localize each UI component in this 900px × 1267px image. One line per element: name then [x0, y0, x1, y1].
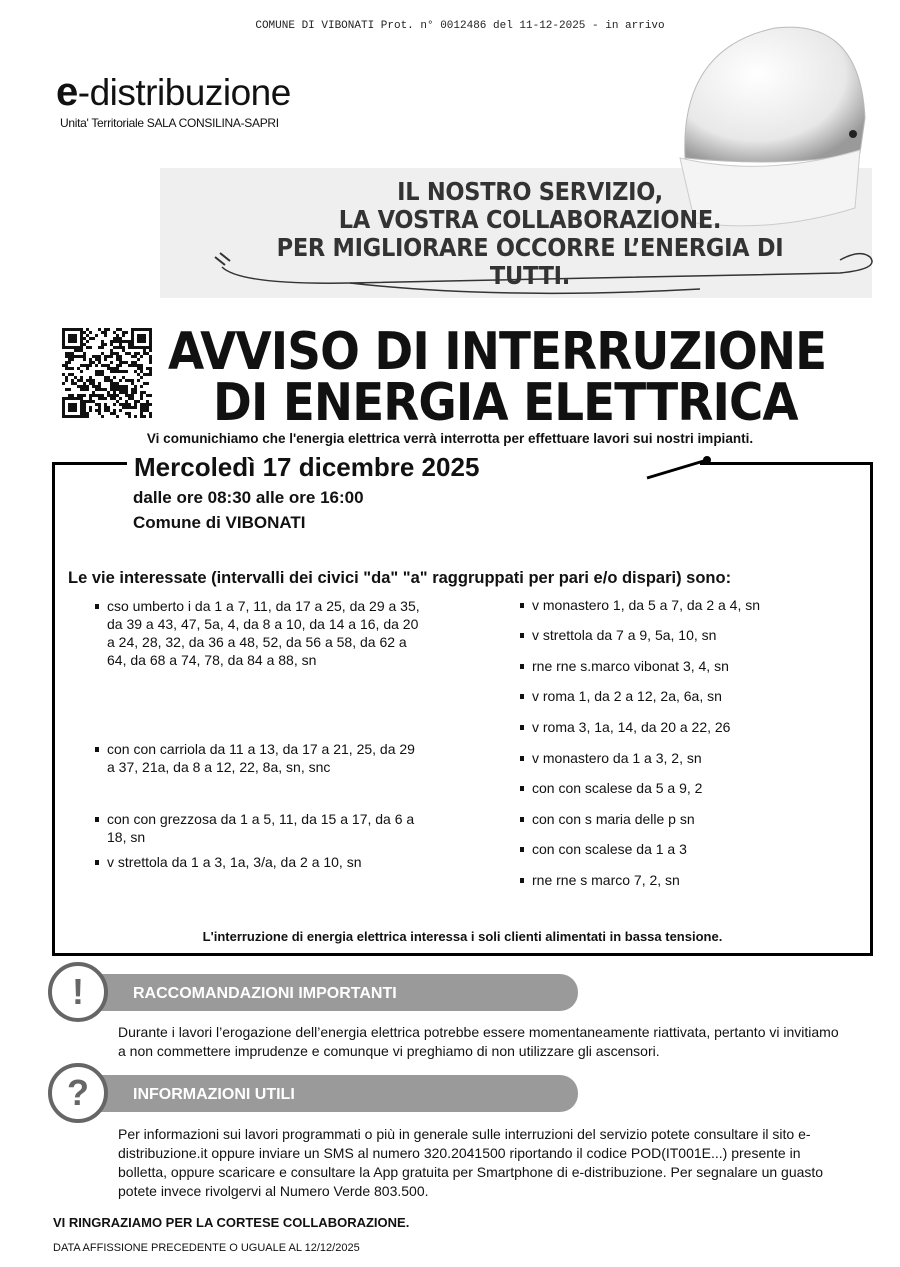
outage-comune: Comune di VIBONATI	[133, 513, 306, 532]
list-item: v monastero 1, da 5 a 7, da 2 a 4, sn	[520, 596, 860, 614]
outage-date: Mercoledì 17 dicembre 2025	[130, 452, 483, 483]
low-voltage-note: L'interruzione di energia elettrica interessa i soli clienti alimentati in bassa tensione.	[202, 929, 723, 944]
title-line-2: DI ENERGIA ELETTRICA	[213, 373, 798, 433]
territorial-unit: Unita' Territoriale SALA CONSILINA-SAPRI	[60, 116, 279, 130]
streets-heading: Le vie interessate (intervalli dei civici "da" "a" raggruppati per pari e/o dispari) sono:	[68, 569, 732, 587]
box-top-border	[52, 462, 127, 465]
outage-hours: dalle ore 08:30 alle ore 16:00	[133, 488, 364, 507]
recommendations-header: RACCOMANDAZIONI IMPORTANTI	[60, 974, 578, 1011]
plug-icon	[645, 452, 715, 482]
list-item: con con scalese da 1 a 3	[520, 840, 860, 858]
affixion-date: DATA AFFISSIONE PRECEDENTE O UGUALE AL 12/12/2025	[53, 1242, 360, 1254]
list-item: v strettola da 7 a 9, 5a, 10, sn	[520, 626, 860, 644]
exclamation-icon: !	[48, 962, 108, 1022]
thanks-text: VI RINGRAZIAMO PER LA CORTESE COLLABORAZIONE.	[53, 1215, 410, 1230]
slogan: IL NOSTRO SERVIZIO, LA VOSTRA COLLABORAZIONE. PER MIGLIORARE OCCORRE L’ENERGIA DI TUTTI.	[276, 177, 784, 290]
protocol-stamp: COMUNE DI VIBONATI Prot. n° 0012486 del 11-12-2025 - in arrivo	[255, 20, 665, 32]
intro-text: Vi comunichiamo che l'energia elettrica verrà interrotta per effettuare lavori sui nostri impianti.	[146, 431, 754, 446]
box-top-border	[700, 462, 873, 465]
plug-cable-icon	[200, 245, 890, 300]
list-item: con con s maria delle p sn	[520, 810, 860, 828]
list-item: rne rne s marco 7, 2, sn	[520, 871, 860, 889]
question-icon: ?	[48, 1063, 108, 1123]
list-item: v roma 3, 1a, 14, da 20 a 22, 26	[520, 718, 860, 736]
title-line-1: AVVISO DI INTERRUZIONE	[168, 322, 827, 382]
list-item: con con grezzosa da 1 a 5, 11, da 15 a 17, da 6 a 18, sn	[95, 810, 425, 846]
recommendations-text: Durante i lavori l’erogazione dell’energia elettrica potrebbe essere momentaneamente riattivata, pertanto vi invitiamo a non commettere imprudenze e comunque vi preghiamo di non utilizzare gli ascensori.	[118, 1024, 839, 1059]
list-item: con con carriola da 11 a 13, da 17 a 21, 25, da 29 a 37, 21a, da 8 a 12, 22, 8a, sn, snc	[95, 740, 425, 776]
e-distribuzione-logo: e-distribuzione	[56, 70, 291, 114]
info-text: Per informazioni sui lavori programmati o più in generale sulle interruzioni del servizio potete consultare il sito e-distribuzione.it oppure inviare un SMS al numero 320.2041500 riportando il codice POD(IT001E...) presente in bolletta, oppure scaricare e consultare la App gratuita per Smartphone di e-distribuzione. Per segnalare un guasto potete invece rivolgervi al Numero Verde 803.500.	[118, 1126, 824, 1199]
qr-code[interactable]	[62, 328, 152, 418]
list-item: v monastero da 1 a 3, 2, sn	[520, 749, 860, 767]
info-header: INFORMAZIONI UTILI	[60, 1075, 578, 1112]
list-item: cso umberto i da 1 a 7, 11, da 17 a 25, da 29 a 35, da 39 a 43, 47, 5a, 4, da 8 a 10, da 14 a 16, da 20 a 24, 28, 32, da 36 a 48, 52, da 56 a 58, da 62 a 64, da 68 a 74, 78, da 84 a 88, sn	[95, 597, 425, 669]
list-item: rne rne s.marco vibonat 3, 4, sn	[520, 657, 860, 675]
list-item: v roma 1, da 2 a 12, 2a, 6a, sn	[520, 687, 860, 705]
list-item: con con scalese da 5 a 9, 2	[520, 779, 860, 797]
list-item: v strettola da 1 a 3, 1a, 3/a, da 2 a 10, sn	[95, 853, 425, 871]
